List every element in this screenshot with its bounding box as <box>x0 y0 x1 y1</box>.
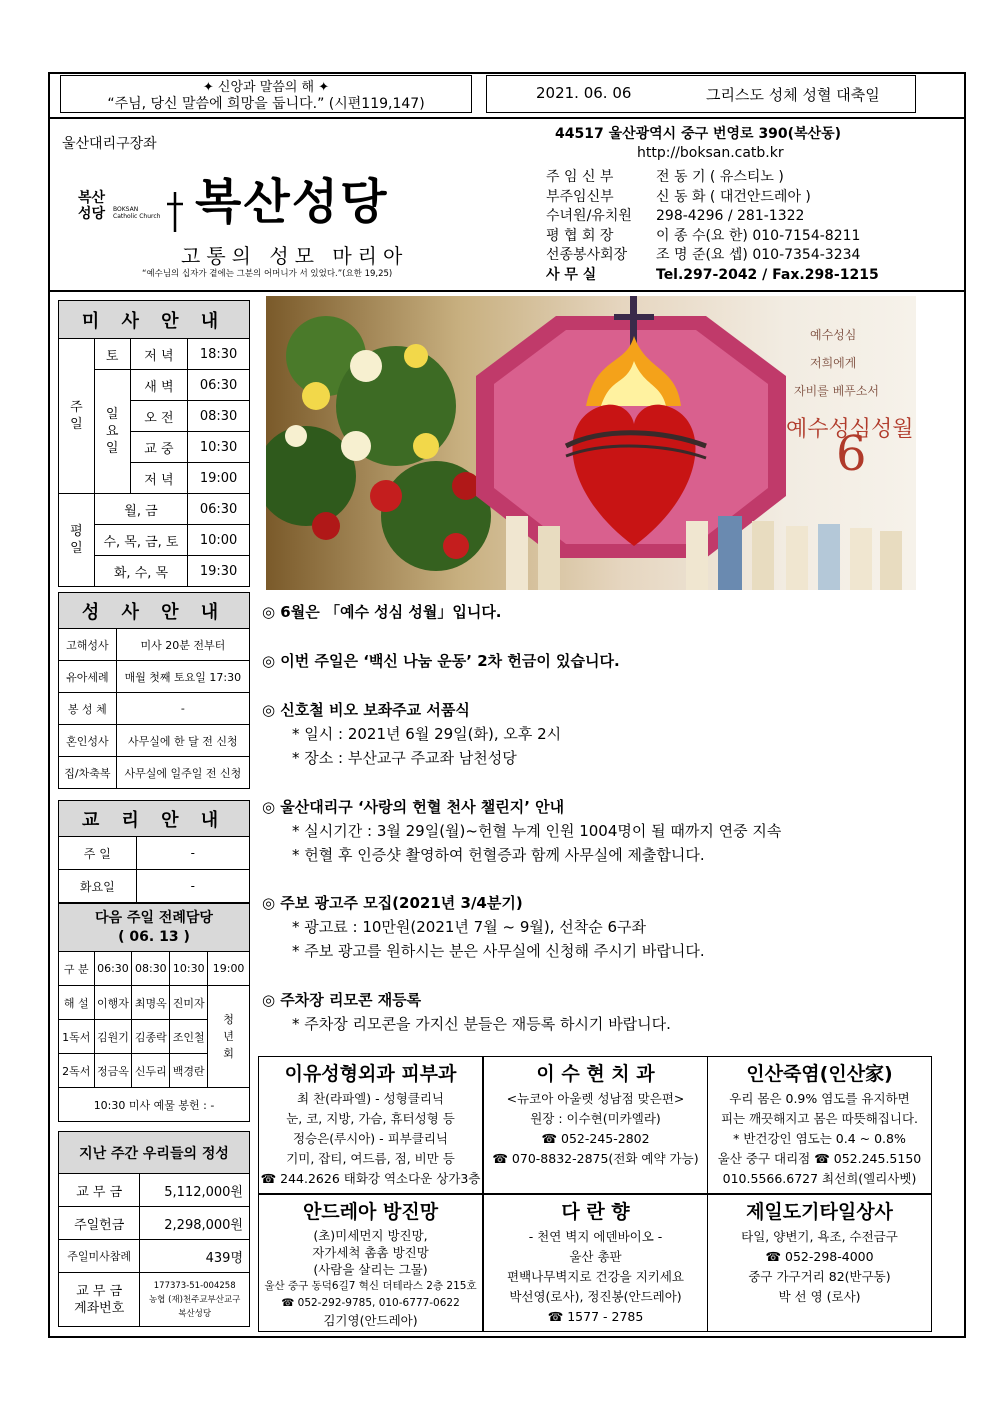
doctrine-table <box>58 800 250 903</box>
notice-detail: * 주보 광고를 원하시는 분은 사무실에 신청해 주시기 바랍니다. <box>292 942 705 960</box>
sacrament-section-title: 성 사 안 내 <box>59 593 250 629</box>
liturgy-role: 2독서 <box>59 1054 95 1088</box>
parish-name: 복산성당 <box>195 174 389 230</box>
notice-item <box>262 698 561 770</box>
ad-line: ☎ 052-292-9785, 010-6777-0622 <box>281 1297 460 1309</box>
contact-role: 선종봉사회장 <box>546 247 628 264</box>
ad-line: 기미, 잡티, 여드름, 점, 비만 등 <box>286 1151 455 1166</box>
ad-line: 울산 중구 대리점 ☎ 052.245.5150 <box>717 1151 922 1166</box>
ad-title: 이 수 현 치 과 <box>536 1063 655 1085</box>
ad-line: 편백나무벽지로 건강을 지키세요 <box>507 1269 684 1284</box>
ad-line: 010.5566.6727 최선희(엘리사벳) <box>722 1171 917 1186</box>
liturgy-header-cell: 구 분 <box>59 952 95 986</box>
mass-day: 토 <box>94 339 130 370</box>
liturgy-role: 해 설 <box>59 986 95 1020</box>
advertisement <box>707 1056 932 1194</box>
ad-line: ☎ 052-245-2802 <box>541 1131 650 1146</box>
ad-line: (초)미세먼지 방진망, <box>313 1228 428 1243</box>
banner-line-1: 예수성심 <box>810 328 857 342</box>
banner-title: 예수성심성월 <box>786 417 914 442</box>
offering-key: 주일미사참례 <box>59 1240 140 1273</box>
contact-row <box>546 225 860 245</box>
liturgy-person: 김원기 <box>94 1020 132 1054</box>
contact-row <box>546 186 811 206</box>
ad-line: ☎ 052-298-4000 <box>765 1249 874 1264</box>
liturgy-person: 조인철 <box>170 1020 208 1054</box>
mass-time: 08:30 <box>188 401 250 432</box>
contact-value: 전 동 기 ( 유스티노 ) <box>656 169 784 185</box>
ad-line: <뉴코아 아울렛 성남점 맞은편> <box>506 1091 685 1106</box>
offering-key: 주일헌금 <box>59 1207 140 1240</box>
mass-name: 새 벽 <box>130 370 188 401</box>
ad-title: 안드레아 방진망 <box>302 1201 439 1223</box>
notice-detail: * 주차장 리모콘을 가지신 분들은 재등록 하시기 바랍니다. <box>292 1015 671 1033</box>
mass-time: 06:30 <box>188 494 250 525</box>
ad-line: 자가세척 촘촘 방진망 <box>312 1245 429 1260</box>
liturgy-title: 다음 주일 전례담당 <box>95 909 213 926</box>
liturgy-offering-note: 10:30 미사 예물 봉헌 : - <box>59 1088 250 1122</box>
mass-section-title: 미 사 안 내 <box>59 301 250 339</box>
homepage-link[interactable]: http://boksan.catb.kr <box>637 145 784 161</box>
mass-time: 18:30 <box>188 339 250 370</box>
contact-value: 298-4296 / 281-1322 <box>656 208 805 225</box>
offering-value: 2,298,000원 <box>140 1207 250 1240</box>
ad-line: (사람을 살리는 그물) <box>313 1262 428 1277</box>
mass-day: 월, 금 <box>94 494 187 525</box>
ad-line: 원장 : 이수현(미카엘라) <box>530 1111 661 1126</box>
banner-line-2: 저희에게 <box>810 356 857 370</box>
notice-item <box>262 600 502 624</box>
sacrament-key: 봉 성 체 <box>59 693 117 725</box>
sacrament-value: 사무실에 일주일 전 신청 <box>116 757 249 789</box>
sacrament-key: 집/차축복 <box>59 757 117 789</box>
contact-row <box>546 264 879 284</box>
ad-title: 이유성형외과 피부과 <box>284 1063 457 1085</box>
mass-time: 10:00 <box>188 525 250 556</box>
liturgy-person: 진미자 <box>170 986 208 1020</box>
contact-role: 부주임신부 <box>546 188 614 205</box>
contact-row <box>546 166 784 186</box>
notice-detail: * 실시기간 : 3월 29일(월)~헌혈 누계 인원 1004명이 될 때까지 연중 지속 <box>292 822 782 840</box>
mass-name: 저 녁 <box>130 339 188 370</box>
region-label: 울산대리구장좌 <box>62 136 157 152</box>
sacrament-key: 유아세례 <box>59 661 117 693</box>
liturgy-header-cell: 08:30 <box>132 952 170 986</box>
motto-text: “주님, 당신 말씀에 희망을 둡니다.” (시편119,147) <box>107 96 425 112</box>
sacrament-table <box>58 592 250 789</box>
doctrine-section-title: 교 리 안 내 <box>59 801 250 837</box>
sacrament-value: - <box>116 693 249 725</box>
parish-quote: “예수님의 십자가 곁에는 그분의 어머니가 서 있었다.”(요한 19,25) <box>142 269 393 279</box>
notice-detail: * 헌혈 후 인증샷 촬영하여 헌혈증과 함께 사무실에 제출합니다. <box>292 846 705 864</box>
ad-line: ☎ 070-8832-2875(전화 예약 가능) <box>492 1151 699 1166</box>
mass-time: 19:30 <box>188 556 250 587</box>
contact-row <box>546 244 860 264</box>
banner-number: 6 <box>836 426 867 482</box>
sacrament-value: 매월 첫째 토요일 17:30 <box>116 661 249 693</box>
motto-title: ✦ 신앙과 말씀의 해 ✦ <box>202 80 330 95</box>
sacred-heart-banner <box>266 296 916 590</box>
mass-name: 저 녁 <box>130 463 188 494</box>
advertisement <box>483 1056 708 1194</box>
offering-value: 439명 <box>140 1240 250 1273</box>
notice-item <box>262 649 620 673</box>
ad-line: ☎ 1577 - 2785 <box>547 1309 644 1324</box>
mass-schedule-table <box>58 300 250 587</box>
mass-name: 오 전 <box>130 401 188 432</box>
liturgy-section-title <box>59 904 250 952</box>
contact-value: 신 동 화 ( 대건안드레아 ) <box>656 188 811 205</box>
offering-section-title: 지난 주간 우리들의 정성 <box>59 1132 250 1174</box>
sacrament-value: 사무실에 한 달 전 신청 <box>116 725 249 757</box>
parish-patron: 고통의 성모 마리아 <box>181 244 409 268</box>
liturgy-person: 정금옥 <box>94 1054 132 1088</box>
ad-title: 인산죽염(인산家) <box>746 1063 893 1085</box>
notice-heading: ◎ 신호철 비오 보좌주교 서품식 <box>262 701 470 719</box>
offering-key: 교 무 금 <box>59 1174 140 1207</box>
notice-item <box>262 891 705 963</box>
header-divider <box>48 117 966 119</box>
liturgy-date: ( 06. 13 ) <box>118 928 190 945</box>
liturgy-header-cell: 06:30 <box>94 952 132 986</box>
sunday-day-label: 일 요 일 <box>94 370 130 494</box>
advertisement <box>483 1194 708 1332</box>
ad-line: 울산 중구 동덕6길7 혁신 더테라스 2층 215호 <box>264 1280 477 1292</box>
offering-value: 5,112,000원 <box>140 1174 250 1207</box>
cross-icon <box>164 190 186 234</box>
notice-detail: * 장소 : 부산교구 주교좌 남천성당 <box>292 749 517 767</box>
banner-line-3: 자비를 베푸소서 <box>794 384 879 398</box>
liturgy-person: 김종락 <box>132 1020 170 1054</box>
ad-line: 김기영(안드레아) <box>323 1313 418 1328</box>
sacrament-key: 고해성사 <box>59 629 117 661</box>
ad-line: 박선영(로사), 정진봉(안드레아) <box>509 1289 682 1304</box>
notice-heading: ◎ 6월은 「예수 성심 성월」입니다. <box>262 603 502 621</box>
contact-value: 이 종 수(요 한) 010-7154-8211 <box>656 227 861 244</box>
mass-day: 화, 수, 목 <box>94 556 187 587</box>
notice-detail: * 광고료 : 10만원(2021년 7월 ~ 9월), 선착순 6구좌 <box>292 918 647 936</box>
ad-line: 우리 몸은 0.9% 염도를 유지하면 <box>729 1091 910 1106</box>
liturgy-role: 1독서 <box>59 1020 95 1054</box>
ad-line: 타일, 양변기, 욕조, 수전금구 <box>741 1229 898 1244</box>
account-value: 177373-51-004258 농협 (재)천주교부산교구 복산성당 <box>140 1273 250 1327</box>
liturgy-table <box>58 903 250 1122</box>
ad-line: 중구 가구거리 82(반구동) <box>748 1269 891 1284</box>
notice-detail: * 일시 : 2021년 6월 29일(화), 오후 2시 <box>292 725 562 743</box>
liturgy-person: 신두리 <box>132 1054 170 1088</box>
advertisement <box>707 1194 932 1332</box>
contact-role: 평 협 회 장 <box>546 227 614 244</box>
notice-heading: ◎ 주보 광고주 모집(2021년 3/4분기) <box>262 894 523 912</box>
liturgy-header-cell: 10:30 <box>170 952 208 986</box>
contact-value: Tel.297-2042 / Fax.298-1215 <box>656 267 879 283</box>
doctrine-value: - <box>136 837 249 870</box>
mass-time: 19:00 <box>188 463 250 494</box>
ad-line: 정승은(루시아) - 피부클리닉 <box>292 1131 449 1146</box>
masthead-divider <box>48 290 966 292</box>
ad-line: 박 선 영 (로사) <box>778 1289 861 1304</box>
liturgy-person: 최명옥 <box>132 986 170 1020</box>
contact-role: 사 무 실 <box>546 267 597 283</box>
ad-line: - 천연 벽지 에덴바이오 - <box>528 1229 663 1244</box>
liturgy-youth: 청 년 회 <box>208 986 250 1088</box>
contact-value: 조 명 준(요 셉) 010-7354-3234 <box>656 247 861 264</box>
notice-heading: ◎ 이번 주일은 ‘백신 나눔 운동’ 2차 헌금이 있습니다. <box>262 652 620 670</box>
mass-name: 교 중 <box>130 432 188 463</box>
sacrament-key: 혼인성사 <box>59 725 117 757</box>
logo-en-text: BOKSAN Catholic Church <box>113 206 161 220</box>
ad-line: 울산 총판 <box>569 1249 622 1264</box>
church-logo <box>78 190 188 236</box>
weekday-label: 평 일 <box>59 494 95 587</box>
sunday-label: 주 일 <box>59 339 95 494</box>
mass-day: 수, 목, 금, 토 <box>94 525 187 556</box>
advertisement <box>258 1056 483 1194</box>
mass-time: 10:30 <box>188 432 250 463</box>
doctrine-key: 주 일 <box>59 837 137 870</box>
liturgy-person: 백경란 <box>170 1054 208 1088</box>
ad-line: ☎ 244.2626 태화강 역소다운 상가3층 <box>260 1171 481 1186</box>
account-label: 교 무 금 계좌번호 <box>59 1273 140 1327</box>
logo-small-text: 복산 성당 <box>78 190 106 222</box>
liturgy-person: 이행자 <box>94 986 132 1020</box>
ad-title: 다 란 향 <box>561 1201 630 1223</box>
notice-item <box>262 988 671 1036</box>
mass-time: 06:30 <box>188 370 250 401</box>
ad-line: 최 찬(라파엘) - 성형클리닉 <box>297 1091 444 1106</box>
contact-role: 수녀원/유치원 <box>546 208 632 225</box>
ad-line: 눈, 코, 지방, 가슴, 휴터성형 등 <box>286 1111 455 1126</box>
ad-title: 제일도기타일상사 <box>746 1201 893 1223</box>
feast-name: 그리스도 성체 성혈 대축일 <box>706 86 880 104</box>
ad-line: 피는 깨끗해지고 몸은 따뜻해집니다. <box>720 1111 919 1126</box>
doctrine-value: - <box>136 870 249 903</box>
contact-role: 주 임 신 부 <box>546 169 614 185</box>
contact-row <box>546 205 804 225</box>
issue-date: 2021. 06. 06 <box>536 84 632 102</box>
doctrine-key: 화요일 <box>59 870 137 903</box>
motto-box <box>60 75 472 113</box>
offering-table <box>58 1131 250 1327</box>
address: 44517 울산광역시 중구 번영로 390(복산동) <box>555 126 842 142</box>
ad-line: * 반건강인 염도는 0.4 ~ 0.8% <box>733 1131 906 1146</box>
notice-heading: ◎ 주차장 리모콘 재등록 <box>262 991 422 1009</box>
liturgy-header-cell: 19:00 <box>208 952 250 986</box>
advertisement <box>258 1194 483 1332</box>
notice-item <box>262 795 781 867</box>
sacrament-value: 미사 20분 전부터 <box>116 629 249 661</box>
notice-heading: ◎ 울산대리구 ‘사랑의 헌혈 천사 챌린지’ 안내 <box>262 798 565 816</box>
